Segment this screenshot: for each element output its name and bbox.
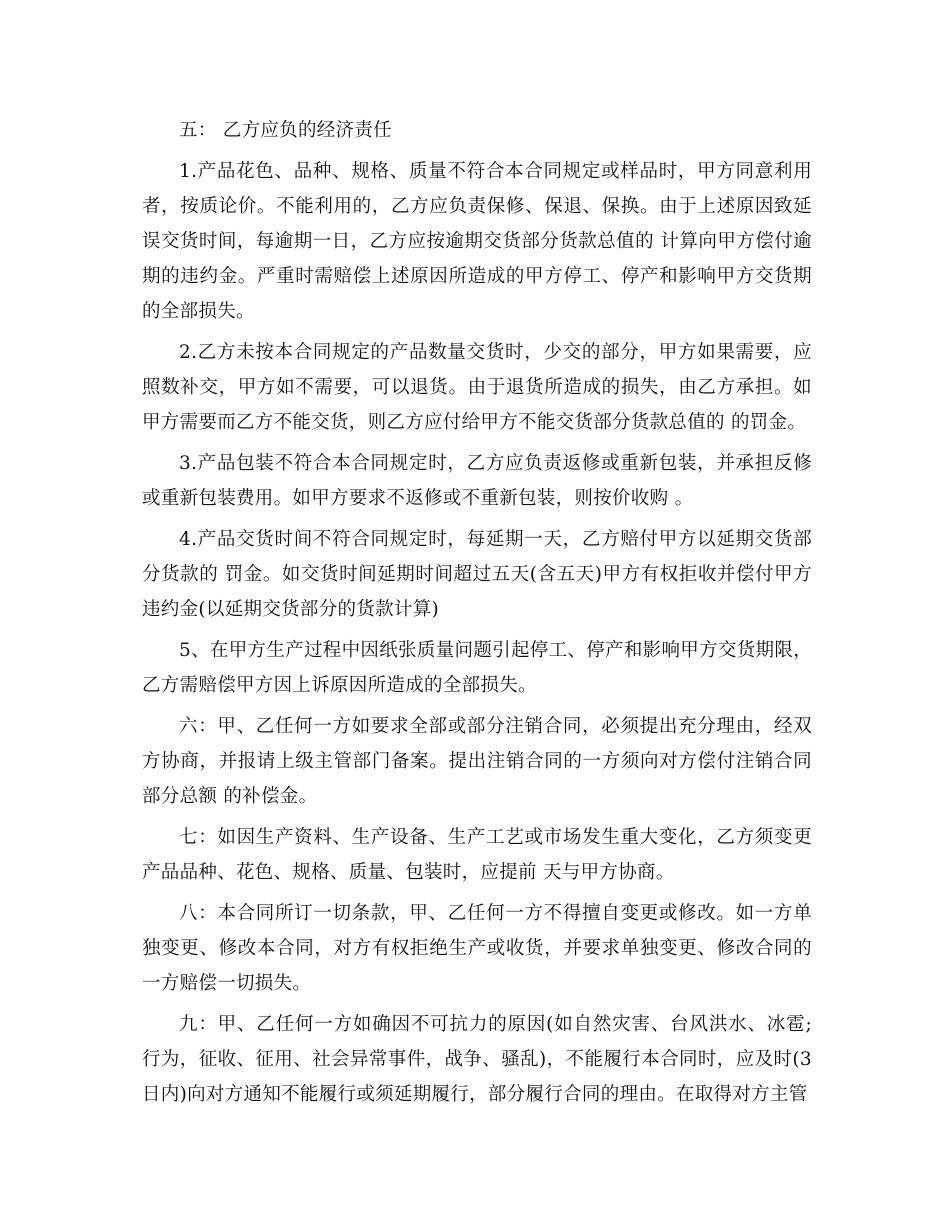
document-body xyxy=(142,113,812,1118)
clause-paragraph-5: 5、在甲方生产过程中因纸张质量问题引起停工、停产和影响甲方交货期限，乙方需赔偿甲方因上诉原因所造成的全部损失。 xyxy=(142,640,812,696)
clause-paragraph-9: 九：甲、乙任何一方如确因不可抗力的原因(如自然灾害、台风洪水、冰雹;行为，征收、征用、社会异常事件，战争、骚乱)，不能履行本合同时，应及时(3日内)向对方通知不能履行或须延期履行，部分履行合同的理由。在取得对方主管 xyxy=(142,1014,812,1105)
clause-paragraph-8: 八：本合同所订一切条款，甲、乙任何一方不得擅自变更或修改。如一方单独变更、修改本合同，对方有权拒绝生产或收货，并要求单独变更、修改合同的一方赔偿一切损失。 xyxy=(142,903,812,994)
clause-paragraph-7: 七：如因生产资料、生产设备、生产工艺或市场发生重大变化，乙方须变更产品品种、花色、规格、质量、包装时，应提前 天与甲方协商。 xyxy=(142,827,812,883)
clause-paragraph-6: 六：甲、乙任何一方如要求全部或部分注销合同，必须提出充分理由，经双方协商，并报请上级主管部门备案。提出注销合同的一方须向对方偿付注销合同部分总额 的补偿金。 xyxy=(142,716,812,807)
section-heading: 五： 乙方应负的经济责任 xyxy=(179,120,392,141)
clause-paragraph-3: 3.产品包装不符合本合同规定时，乙方应负责返修或重新包装，并承担反修或重新包装费用。如甲方要求不返修或不重新包装，则按价收购 。 xyxy=(142,453,812,509)
clause-paragraph-4: 4.产品交货时间不符合同规定时，每延期一天，乙方赔付甲方以延期交货部分货款的 罚金。如交货时间延期时间超过五天(含五天)甲方有权拒收并偿付甲方违约金(以延期交货部分的货款计算) xyxy=(142,529,812,620)
clause-paragraph-2: 2.乙方未按本合同规定的产品数量交货时，少交的部分，甲方如果需要，应照数补交，甲方如不需要，可以退货。由于退货所造成的损失，由乙方承担。如甲方需要而乙方不能交货，则乙方应付给甲方不能交货部分货款总值的 的罚金。 xyxy=(142,342,812,433)
clause-paragraph-1: 1.产品花色、品种、规格、质量不符合本合同规定或样品时，甲方同意利用者，按质论价。不能利用的，乙方应负责保修、保退、保换。由于上述原因致延误交货时间，每逾期一日，乙方应按逾期交货部分货款总值的 计算向甲方偿付逾期的违约金。严重时需赔偿上述原因所造成的甲方停工、停产和影响甲方交货期的全部损失。 xyxy=(142,161,812,322)
